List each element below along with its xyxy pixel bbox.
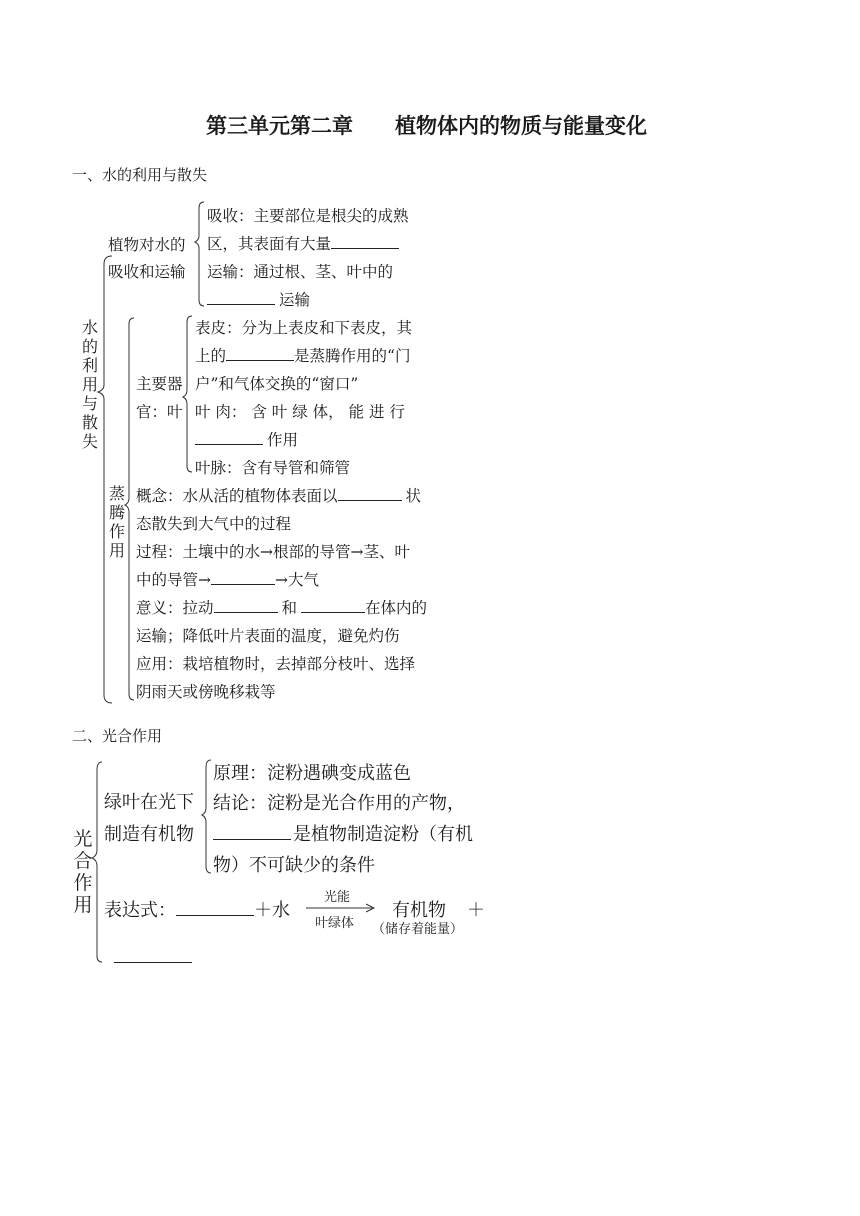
fill-blank-vessel	[207, 303, 275, 305]
arrow-label-bottom: 叶绿体	[315, 916, 355, 931]
transport-line1: 运输：通过根、茎、叶中的	[207, 263, 394, 281]
epidermis-line2-prefix: 上的	[195, 347, 227, 365]
section-heading-water: 一、水的利用与散失	[72, 166, 208, 184]
meaning-line1-mid: 和	[281, 599, 298, 617]
fill-blank-water	[214, 611, 278, 613]
conclusion-line3: 物）不可缺少的条件	[213, 855, 375, 876]
fill-blank-water-vapor	[338, 499, 402, 501]
fill-blank-stomata	[226, 359, 294, 361]
concept-line1	[136, 484, 421, 506]
formula-plus: ＋	[467, 900, 485, 921]
process-line2-suffix: →大气	[275, 571, 319, 589]
absorb-line2	[207, 232, 399, 254]
absorb-label-line1: 植物对水的	[108, 236, 186, 254]
organ-label-line2: 官：叶	[136, 403, 183, 421]
process-line1: 过程：土壤中的水→根部的导管→茎、叶	[136, 543, 410, 561]
principle-line: 原理：淀粉遇碘变成蓝色	[213, 763, 411, 784]
epidermis-line3: 户”和气体交换的“窗口”	[195, 375, 359, 393]
conclusion-line2-suffix: 是植物制造淀粉（有机	[293, 824, 473, 845]
meaning-line1-suffix: 在体内的	[365, 599, 428, 617]
application-line1: 应用：栽培植物时，去掉部分枝叶、选择	[136, 655, 416, 673]
absorb-line2-text: 区，其表面有大量	[207, 235, 332, 253]
formula-line	[104, 896, 290, 922]
organ-label-line1: 主要器	[136, 375, 183, 393]
fill-blank-photosynthesis	[195, 443, 263, 445]
concept-line1-suffix: 状	[405, 487, 422, 505]
fill-blank-inorganic-salts	[301, 611, 365, 613]
formula-plus-water: ＋水	[254, 900, 290, 921]
concept-line1-prefix: 概念：水从活的植物体表面以	[136, 487, 338, 505]
meaning-line1-prefix: 意义：拉动	[136, 599, 214, 617]
transpiration-label: 蒸腾作用	[108, 484, 125, 560]
epidermis-line2-suffix: 是蒸腾作用的“门	[294, 347, 411, 365]
application-line2: 阴雨天或傍晚移栽等	[136, 683, 276, 701]
conclusion-line1: 结论：淀粉是光合作用的产物，	[213, 793, 465, 814]
mesophyll-line2-suffix: 作用	[267, 431, 299, 449]
fill-blank-stomata-2	[211, 583, 275, 585]
process-line2-prefix: 中的导管→	[136, 571, 211, 589]
transport-line2	[207, 288, 310, 310]
root-label-photosynthesis: 光合作用	[73, 828, 93, 916]
fill-blank-light	[213, 838, 291, 840]
root-label-water: 水的利用与散失	[81, 318, 98, 451]
formula-product: 有机物	[392, 900, 446, 921]
epidermis-line2	[195, 344, 410, 366]
concept-line2: 态散失到大气中的过程	[136, 515, 292, 533]
mesophyll-line1: 叶 肉： 含 叶 绿 体， 能 进 行	[195, 403, 405, 421]
experiment-label-line1: 绿叶在光下	[104, 792, 194, 813]
experiment-label-line2: 制造有机物	[104, 824, 194, 845]
conclusion-line2	[213, 820, 473, 846]
meaning-line2: 运输；降低叶片表面的温度，避免灼伤	[136, 627, 400, 645]
absorb-line1: 吸收：主要部位是根尖的成熟	[207, 207, 409, 225]
formula-prefix: 表达式：	[104, 900, 176, 921]
vein-line: 叶脉：含有导管和筛管	[195, 459, 351, 477]
meaning-line1	[136, 596, 427, 618]
section-heading-photosynthesis: 二、光合作用	[72, 727, 163, 745]
formula-product-note: （储存着能量）	[372, 922, 464, 937]
transport-line2-text: 运输	[279, 291, 311, 309]
fill-blank-oxygen	[114, 961, 192, 963]
epidermis-line1: 表皮：分为上表皮和下表皮，其	[195, 319, 413, 337]
fill-blank-carbon-dioxide	[176, 914, 254, 916]
fill-blank-root-hair	[331, 247, 399, 249]
mesophyll-line2	[195, 428, 298, 450]
absorb-label-line2: 吸收和运输	[108, 263, 186, 281]
page-title: 第三单元第二章 植物体内的物质与能量变化	[206, 114, 647, 138]
process-line2	[136, 568, 319, 590]
arrow-label-top: 光能	[324, 890, 351, 905]
